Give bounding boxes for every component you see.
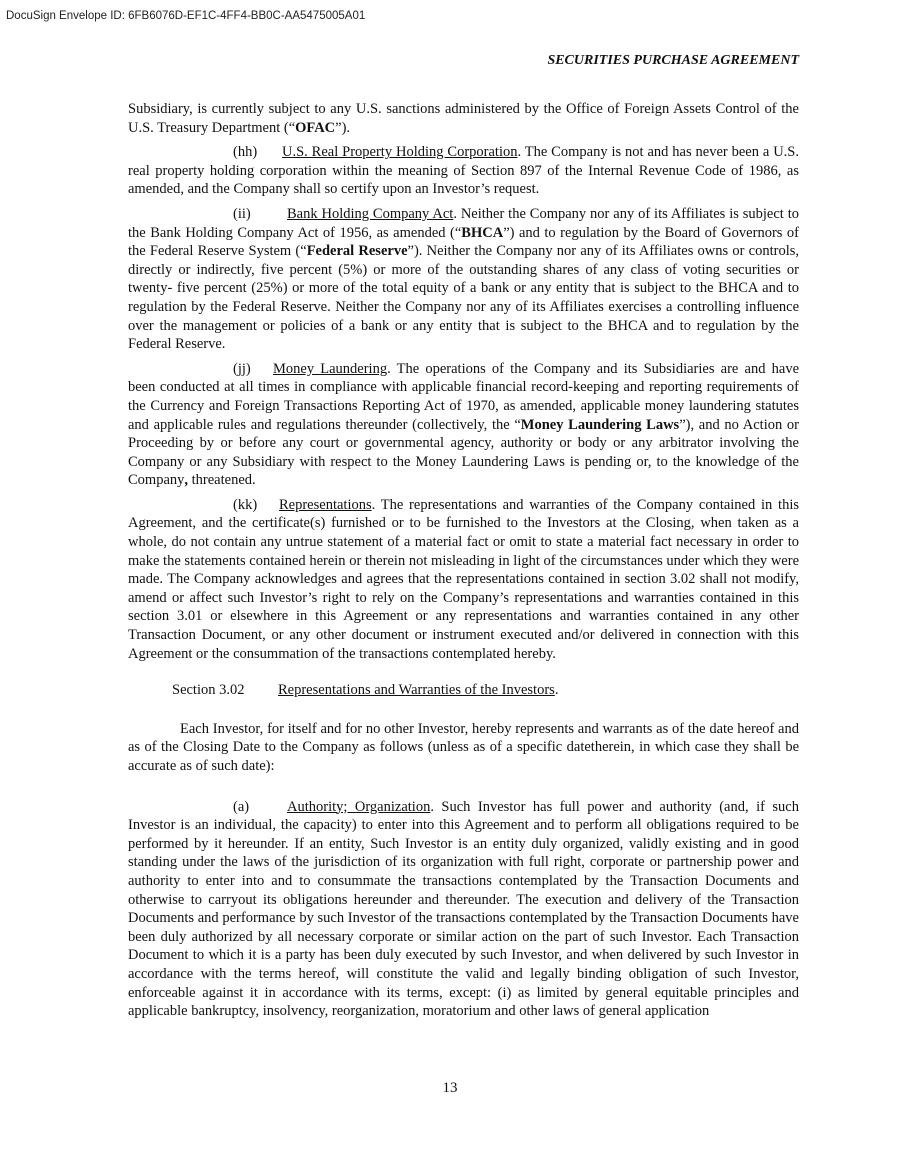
paragraph-kk xyxy=(128,496,799,663)
clause-label: (ii) xyxy=(233,205,251,222)
paragraph-jj xyxy=(128,360,799,490)
text: ”) and to regulation by the Board of Governors of the Federal Reserve System (“ xyxy=(128,224,799,260)
section-title: Representations and Warranties of the Investors xyxy=(278,682,555,699)
clause-title: U.S. Real Property Holding Corporation xyxy=(282,144,518,161)
bold-comma: , xyxy=(184,472,189,489)
clause-title: Representations xyxy=(279,496,372,513)
document-header-title: SECURITIES PURCHASE AGREEMENT xyxy=(547,53,799,68)
clause-label: (kk) xyxy=(233,496,258,513)
page-number: 13 xyxy=(442,1080,458,1096)
defined-term-federal-reserve: Federal Reserve xyxy=(306,243,408,260)
defined-term-ofac: OFAC xyxy=(295,119,336,136)
clause-label: (jj) xyxy=(233,360,251,377)
section-number: Section 3.02 xyxy=(172,682,245,699)
paragraph-investor-intro: Each Investor, for itself and for no other Investor, hereby represents and warrants as of the date hereof and as of the Closing Date to the Company as follows (unless as of a specific datetherein, in which case they shall be accurate as of such date): xyxy=(128,720,799,774)
text: threatened. xyxy=(188,472,256,489)
text: . Such Investor has full power and authority (and, if such Investor is an individual, the capacity) to enter into this Agreement and to perform all obligations required to be performed by it hereunder. If an entity, Such Investor is an entity duly organized, validly existing and in good standing under the laws of the jurisdiction of its organization with full right, corporate or partnership power and authority to enter into and to consummate the transactions contemplated by the Transaction Documents and otherwise to carryout its obligations hereunder and thereunder. The execution and delivery of the Transaction Documents and performance by such Investor of the transactions contemplated by the Transaction Documents have been duly authorized by all necessary corporate or similar action on the part of such Investor. Each Transaction Document to which it is a party has been duly executed by such Investor, and when delivered by such Investor in accordance with the terms hereof, will constitute the valid and legally binding obligation of such Investor, enforceable against it in accordance with its terms, except: (i) as limited by general equitable principles and applicable bankruptcy, insolvency, reorganization, moratorium and other laws of general application xyxy=(128,798,799,1020)
section-heading xyxy=(172,681,799,700)
document-body xyxy=(128,100,799,1027)
text: ”). Neither the Company nor any of its Affiliates owns or controls, directly or indirectly, five percent (5%) or more of the outstanding shares of any class of voting securities or twenty- five percent (25%) or more of the total equity of a bank or any entity that is subject to the BHCA and to regulation by the Federal Reserve. Neither the Company nor any of its Affiliates exercises a controlling influence over the management or policies of a bank or any entity that is subject to the BHCA and to regulation by the Federal Reserve. xyxy=(128,243,799,353)
clause-title: Authority; Organization xyxy=(287,798,431,815)
paragraph-ii xyxy=(128,205,799,354)
text: . xyxy=(554,682,559,699)
defined-term-money-laundering-laws: Money Laundering Laws xyxy=(520,416,680,433)
text: Subsidiary, is currently subject to any U.S. sanctions administered by the Office of Foreign Assets Control of the U.S. Treasury Department (“ xyxy=(128,101,799,136)
clause-title: Bank Holding Company Act xyxy=(287,205,454,222)
clause-label: (hh) xyxy=(233,144,258,161)
paragraph-a xyxy=(128,798,799,1021)
paragraph-hh xyxy=(128,143,799,199)
text: ”), and no Action or Proceeding by or before any court or governmental agency, authority or body or any arbitrator involving the Company or any Subsidiary with respect to the Money Laundering Laws is pending or, to the knowledge of the Company xyxy=(128,416,800,489)
text: . The representations and warranties of the Company contained in this Agreement, and the certificate(s) furnished or to be furnished to the Investors at the Closing, when taken as a whole, do not contain any untrue statement of a material fact or omit to state a material fact necessary in order to make the statements contained herein or therein not misleading in light of the circumstances under which they were made. The Company acknowledges and agrees that the representations contained in section 3.02 shall not modify, amend or affect such Investor’s right to rely on the Company’s representations and warranties contained in this section 3.01 or elsewhere in this Agreement or any representations and warranties contained in any other Transaction Document, or any other document or instrument executed and/or delivered in connection with this Agreement or the consummation of the transactions contemplated hereby. xyxy=(128,496,799,662)
clause-title: Money Laundering xyxy=(273,360,388,377)
text: ”). xyxy=(335,119,351,136)
text: . Neither the Company nor any of its Affiliates is subject to the Bank Holding Company Act of 1956, as amended (“ xyxy=(128,205,799,241)
envelope-id: DocuSign Envelope ID: 6FB6076D-EF1C-4FF4-BB0C-AA5475005A01 xyxy=(6,10,366,22)
paragraph-ofac-continuation xyxy=(128,100,799,137)
defined-term-bhca: BHCA xyxy=(461,224,504,241)
clause-label: (a) xyxy=(233,798,250,815)
text: . The Company is not and has never been a U.S. real property holding corporation within the meaning of Section 897 of the Internal Revenue Code of 1986, as amended, and the Company shall so certify upon an Investor’s request. xyxy=(128,144,799,198)
text: . The operations of the Company and its Subsidiaries are and have been conducted at all times in compliance with applicable financial record-keeping and reporting requirements of the Currency and Foreign Transactions Reporting Act of 1970, as amended, applicable money laundering statutes and applicable rules and regulations thereunder (collectively, the “ xyxy=(128,360,799,433)
